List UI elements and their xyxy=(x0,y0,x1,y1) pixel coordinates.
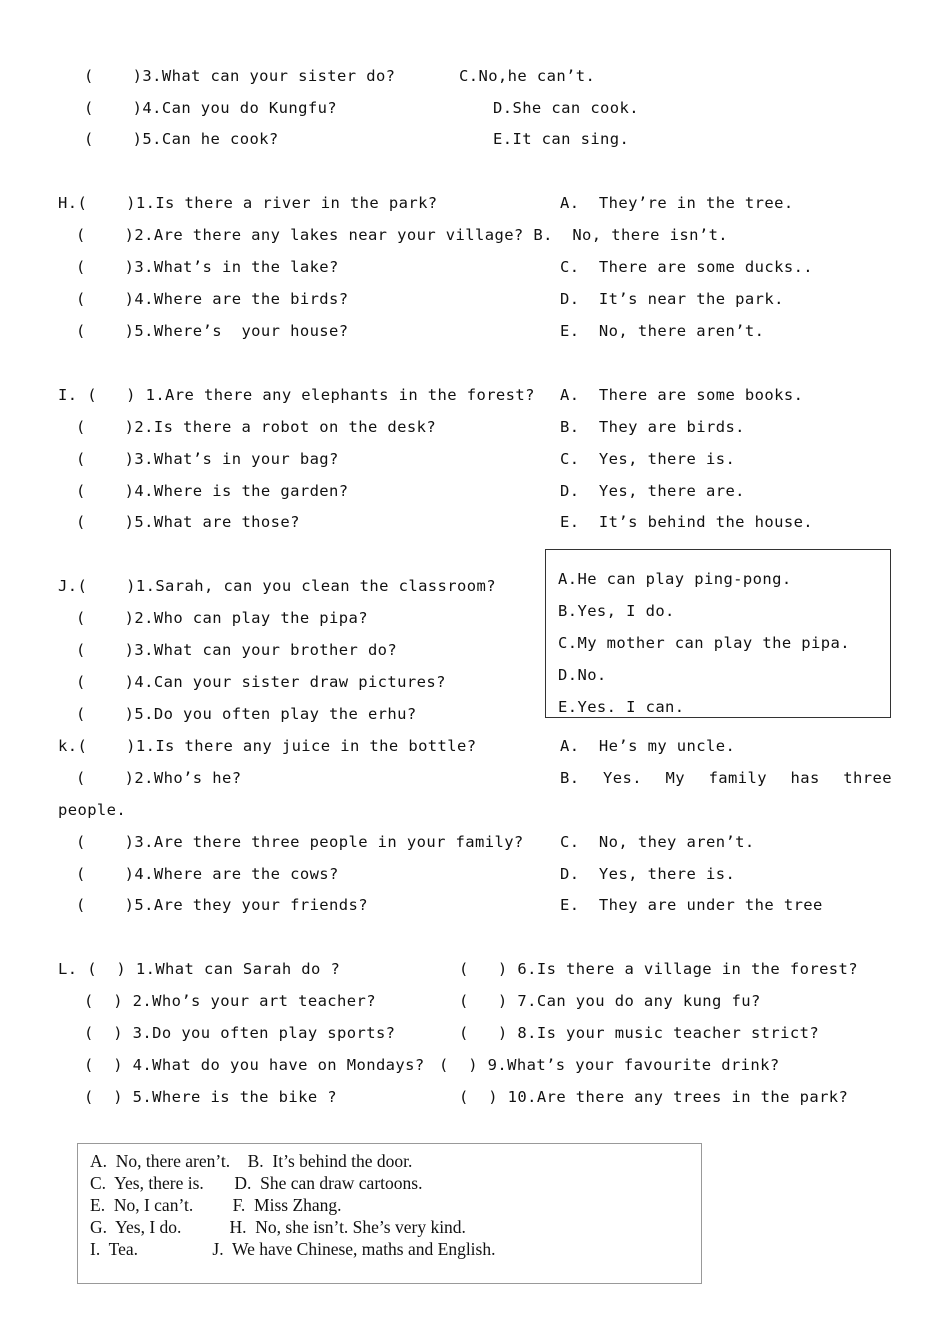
question-k3: ( )3.Are there three people in your family? xyxy=(76,833,524,851)
option-l-cd: C. Yes, there is. D. She can draw cartoons. xyxy=(90,1173,423,1193)
answer-k-b-word: three xyxy=(843,769,892,787)
question-l3: ( ) 3.Do you often play sports? xyxy=(84,1024,396,1042)
answer-k-b-word: B. xyxy=(560,769,580,787)
question-l1: L. ( ) 1.What can Sarah do ? xyxy=(58,960,341,978)
answer-k-b-word: family xyxy=(708,769,767,787)
answer-h-e: E. No, there aren’t. xyxy=(560,322,765,340)
question-h1: H.( )1.Is there a river in the park? xyxy=(58,194,438,212)
answer-k-b-continued: people. xyxy=(58,801,127,819)
question-k5: ( )5.Are they your friends? xyxy=(76,896,368,914)
answer-g-d: D.She can cook. xyxy=(493,99,639,117)
answer-k-c: C. No, they aren’t. xyxy=(560,833,755,851)
question-j3: ( )3.What can your brother do? xyxy=(76,641,398,659)
answer-k-d: D. Yes, there is. xyxy=(560,865,736,883)
answer-i-a: A. There are some books. xyxy=(560,386,804,404)
answer-k-b xyxy=(560,768,892,788)
question-i3: ( )3.What’s in your bag? xyxy=(76,450,339,468)
answer-i-b: B. They are birds. xyxy=(560,418,745,436)
answer-g-e: E.It can sing. xyxy=(493,130,630,148)
answer-i-e: E. It’s behind the house. xyxy=(560,513,814,531)
option-j-a: A.He can play ping-pong. xyxy=(558,570,792,588)
question-l7: ( ) 7.Can you do any kung fu? xyxy=(459,992,761,1010)
question-l2: ( ) 2.Who’s your art teacher? xyxy=(84,992,376,1010)
answer-i-c: C. Yes, there is. xyxy=(560,450,736,468)
option-l-ij: I. Tea. J. We have Chinese, maths and English. xyxy=(90,1239,496,1259)
answer-k-e: E. They are under the tree xyxy=(560,896,823,914)
question-i2: ( )2.Is there a robot on the desk? xyxy=(76,418,437,436)
answer-g-c: C.No,he can’t. xyxy=(459,67,596,85)
question-h2: ( )2.Are there any lakes near your village? B. No, there isn’t. xyxy=(76,226,729,244)
answer-i-d: D. Yes, there are. xyxy=(560,482,745,500)
question-i5: ( )5.What are those? xyxy=(76,513,300,531)
option-j-e: E.Yes. I can. xyxy=(558,698,685,716)
question-l4: ( ) 4.What do you have on Mondays? xyxy=(84,1056,425,1074)
question-l9: ( ) 9.What’s your favourite drink? xyxy=(439,1056,780,1074)
question-i4: ( )4.Where is the garden? xyxy=(76,482,349,500)
question-j1: J.( )1.Sarah, can you clean the classroom? xyxy=(58,577,496,595)
question-l5: ( ) 5.Where is the bike ? xyxy=(84,1088,338,1106)
option-l-gh: G. Yes, I do. H. No, she isn’t. She’s very kind. xyxy=(90,1217,466,1237)
answer-h-c: C. There are some ducks.. xyxy=(560,258,814,276)
question-l6: ( ) 6.Is there a village in the forest? xyxy=(459,960,859,978)
question-g5: ( )5.Can he cook? xyxy=(84,130,279,148)
question-i1: I. ( ) 1.Are there any elephants in the forest? xyxy=(58,386,535,404)
question-k4: ( )4.Where are the cows? xyxy=(76,865,339,883)
question-j4: ( )4.Can your sister draw pictures? xyxy=(76,673,446,691)
answer-k-a: A. He’s my uncle. xyxy=(560,737,736,755)
answer-k-b-word: Yes. xyxy=(603,769,642,787)
question-g4: ( )4.Can you do Kungfu? xyxy=(84,99,338,117)
question-h3: ( )3.What’s in the lake? xyxy=(76,258,339,276)
question-l10: ( ) 10.Are there any trees in the park? xyxy=(459,1088,849,1106)
question-h5: ( )5.Where’s your house? xyxy=(76,322,349,340)
option-j-b: B.Yes, I do. xyxy=(558,602,675,620)
question-k2: ( )2.Who’s he? xyxy=(76,769,242,787)
answer-h-d: D. It’s near the park. xyxy=(560,290,784,308)
option-l-ef: E. No, I can’t. F. Miss Zhang. xyxy=(90,1195,342,1215)
question-j5: ( )5.Do you often play the erhu? xyxy=(76,705,417,723)
question-g3: ( )3.What can your sister do? xyxy=(84,67,396,85)
question-j2: ( )2.Who can play the pipa? xyxy=(76,609,368,627)
answer-k-b-word: has xyxy=(790,769,820,787)
answer-h-a: A. They’re in the tree. xyxy=(560,194,794,212)
question-k1: k.( )1.Is there any juice in the bottle? xyxy=(58,737,477,755)
answer-k-b-word: My xyxy=(665,769,685,787)
question-l8: ( ) 8.Is your music teacher strict? xyxy=(459,1024,820,1042)
option-j-c: C.My mother can play the pipa. xyxy=(558,634,850,652)
option-l-ab: A. No, there aren’t. B. It’s behind the door. xyxy=(90,1151,413,1171)
question-h4: ( )4.Where are the birds? xyxy=(76,290,349,308)
option-j-d: D.No. xyxy=(558,666,607,684)
